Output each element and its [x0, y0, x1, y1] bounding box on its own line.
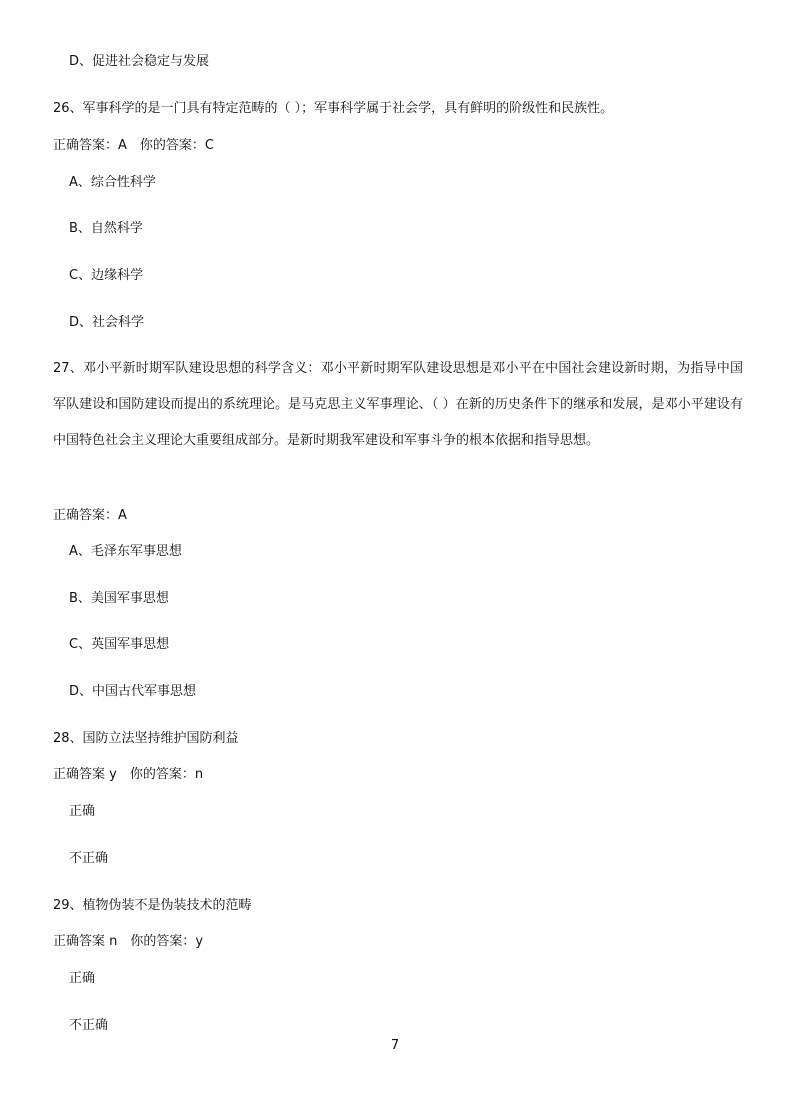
question-27-option-a: A、毛泽东军事思想 — [69, 544, 182, 559]
question-28-text: 28、国防立法坚持维护国防利益 — [53, 731, 239, 746]
question-28-option-false: 不正确 — [69, 851, 109, 866]
option-item: D、促进社会稳定与发展 — [69, 54, 210, 69]
question-27-answer: 正确答案：A — [53, 508, 127, 523]
question-27-text: 27、邓小平新时期军队建设思想的科学含义：邓小平新时期军队建设思想是邓小平在中国社会建设新时期，为指导中国军队建设和国防建设而提出的系统理论。是马克思主义军事理论、（ ）在新的历史条件下的继承和发展，是邓小平建设有中国特色社会主义理论大重要组成部分。是新时期我军建设和军事斗争的根本依据和指导思想。 — [53, 361, 743, 448]
question-26-option-b: B、自然科学 — [69, 221, 143, 236]
question-26-option-d: D、社会科学 — [69, 315, 145, 330]
question-27-option-d: D、中国古代军事思想 — [69, 684, 197, 699]
question-29-option-false: 不正确 — [69, 1018, 109, 1033]
question-29-answer: 正确答案 n 你的答案：y — [53, 934, 204, 949]
page-number: 7 — [390, 1038, 400, 1053]
question-27-option-c: C、英国军事思想 — [69, 637, 170, 652]
question-29-option-true: 正确 — [69, 971, 96, 986]
question-29-text: 29、植物伪装不是伪装技术的范畴 — [53, 898, 252, 913]
question-26-option-a: A、综合性科学 — [69, 175, 156, 190]
question-28-option-true: 正确 — [69, 804, 96, 819]
question-28-answer: 正确答案 y 你的答案：n — [53, 767, 204, 782]
question-27-option-b: B、美国军事思想 — [69, 591, 169, 606]
question-26-answer: 正确答案：A 你的答案：C — [53, 138, 214, 153]
question-26-text: 26、军事科学的是一门具有特定范畴的（ ）；军事科学属于社会学，具有鲜明的阶级性和民族性。 — [53, 101, 614, 116]
question-26-option-c: C、边缘科学 — [69, 268, 144, 283]
